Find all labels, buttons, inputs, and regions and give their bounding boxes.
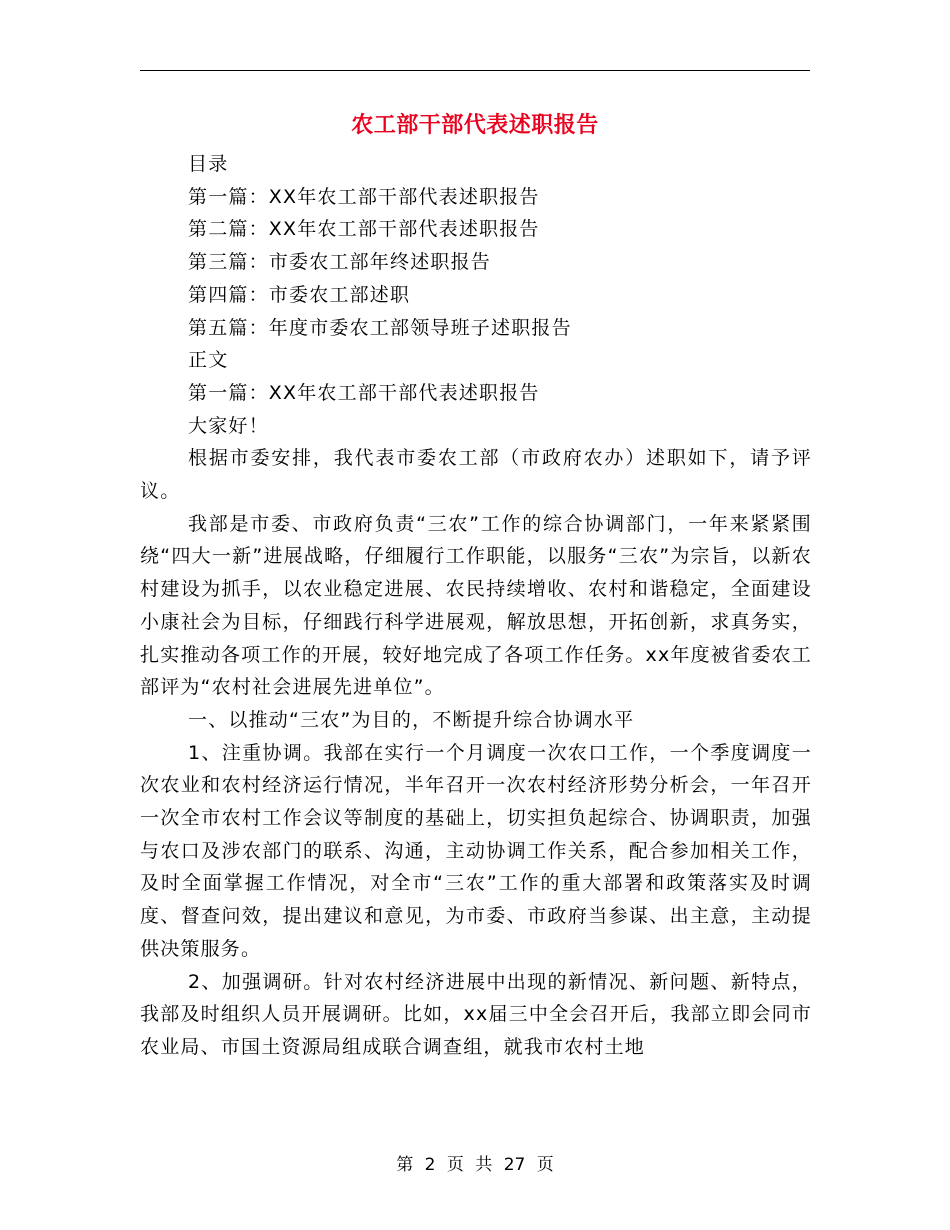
toc-heading: 目录	[188, 153, 229, 175]
toc-item-3: 第三篇：市委农工部年终述职报告	[188, 251, 492, 274]
section-heading-1: 一、以推动“三农”为目的，不断提升综合协调水平	[188, 708, 635, 731]
greeting: 大家好！	[188, 414, 269, 437]
toc-item-1: 第一篇：XX年农工部干部代表述职报告	[188, 185, 540, 208]
paragraph-3: 1、注重协调。我部在实行一个月调度一次农口工作，一个季度调度一次农业和农村经济运行情况，半年召开一次农村经济形势分析会，一年召开一次全市农村工作会议等制度的基础上，切实担负起综合、协调职责，加强与农口及涉农部门的联系、沟通，主动协调工作关系，配合参加相关工作，及时全面掌握工作情况，对全市“三农”工作的重大部署和政策落实及时调度、督查问效，提出建议和意见，为市委、市政府当参谋、出主意，主动提供决策服务。	[140, 741, 812, 960]
toc-item-5: 第五篇：年度市委农工部领导班子述职报告	[188, 316, 572, 339]
paragraph-1: 根据市委安排，我代表市委农工部（市政府农办）述职如下，请予评议。	[140, 447, 812, 503]
section-title: 第一篇：XX年农工部干部代表述职报告	[188, 381, 540, 404]
toc-item-2: 第二篇：XX年农工部干部代表述职报告	[188, 218, 540, 241]
header-rule	[140, 70, 810, 71]
document-title: 农工部干部代表述职报告	[351, 113, 599, 138]
document-body	[140, 148, 812, 1064]
paragraph-4: 2、加强调研。针对农村经济进展中出现的新情况、新问题、新特点，我部及时组织人员开展调研。比如，xx届三中全会召开后，我部立即会同市农业局、市国土资源局组成联合调查组，就我市农村土地	[140, 970, 812, 1058]
body-heading: 正文	[188, 349, 229, 372]
toc-item-4: 第四篇：市委农工部述职	[188, 283, 411, 306]
page-footer: 第 2 页 共 27 页	[396, 1155, 554, 1175]
paragraph-2: 我部是市委、市政府负责“三农”工作的综合协调部门，一年来紧紧围绕“四大一新”进展战略，仔细履行工作职能，以服务“三农”为宗旨，以新农村建设为抓手，以农业稳定进展、农民持续增收、农村和谐稳定，全面建设小康社会为目标，仔细践行科学进展观，解放思想，开拓创新，求真务实，扎实推动各项工作的开展，较好地完成了各项工作任务。xx年度被省委农工部评为“农村社会进展先进单位”。	[140, 512, 812, 699]
